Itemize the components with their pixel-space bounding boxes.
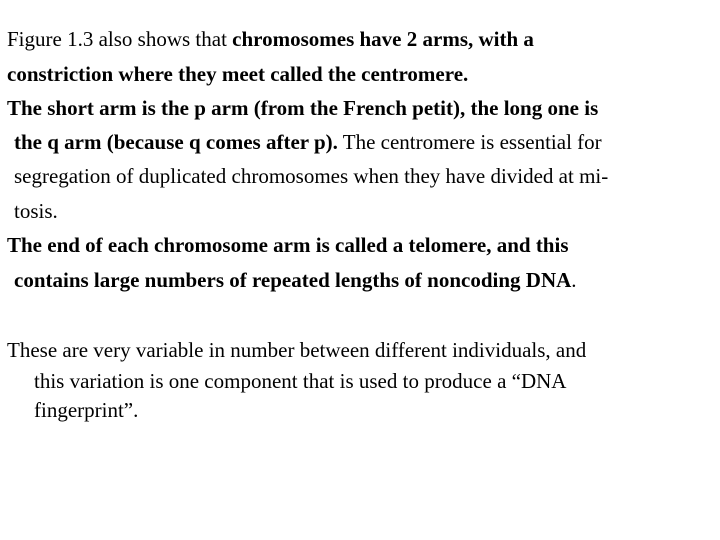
paragraph-1-line-1 [7,27,534,51]
paragraph-2-line-1: These are very variable in number between different individuals, and [7,338,587,362]
paragraph-1-line-4 [14,130,602,154]
paragraph-1-line-7: The end of each chromosome arm is called a telomere, and this [7,233,569,257]
paragraph-1-line-8 [14,268,577,292]
paragraph-1-line-5: segregation of duplicated chromosomes when they have divided at mi- [14,164,609,188]
paragraph-1-line-6: tosis. [14,199,58,223]
paragraph-2-line-2: this variation is one component that is used to produce a “DNA [34,369,567,393]
line-4-bold-text: the q arm (because q comes after p). [14,130,338,154]
line-8-bold-text: contains large numbers of repeated lengths of noncoding DNA [14,268,572,292]
paragraph-1-line-2: constriction where they meet called the centromere. [7,62,469,86]
line-1-plain-text: Figure 1.3 also shows that [7,27,233,51]
line-8-plain-text: . [571,268,577,292]
paragraph-2-line-3: fingerprint”. [34,398,139,422]
paragraph-1-line-3: The short arm is the p arm (from the French petit), the long one is [7,96,599,120]
line-1-bold-text: chromosomes have 2 arms, with a [232,27,534,51]
line-4-plain-text: The centromere is essential for [337,130,602,154]
